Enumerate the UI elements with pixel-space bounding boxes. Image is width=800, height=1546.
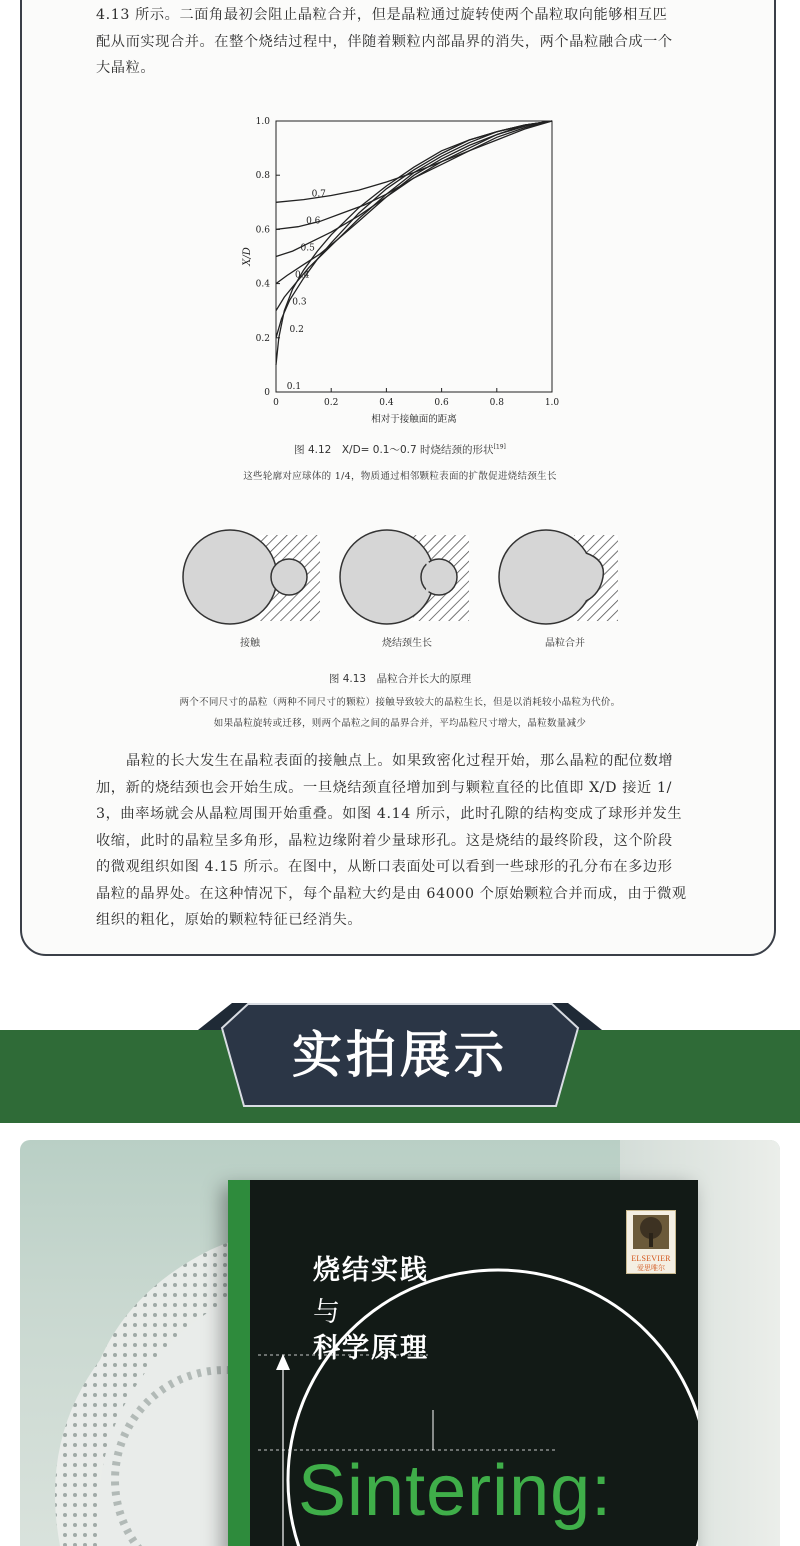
- series-label: 0.4: [295, 270, 310, 281]
- y-tick-label: 1.0: [255, 117, 270, 127]
- x-tick-label: 0.2: [324, 398, 339, 408]
- y-tick-label: 0.4: [255, 279, 270, 290]
- series-label: 0.1: [286, 381, 302, 392]
- series-label: 0.6: [306, 216, 321, 227]
- figure-4-13-caption: 图 4.13 晶粒合并长大的原理: [328, 673, 472, 685]
- text-line: 4.13 所示。二面角最初会阻止晶粒合并，但是晶粒通过旋转使两个晶粒取向能够相互匹: [96, 7, 668, 23]
- cover-title-line-3: 科学原理: [313, 1333, 429, 1364]
- text-line: 3，曲率场就会从晶粒周围开始重叠。如图 4.14 所示，此时孔隙的结构变成了球形并发生: [96, 806, 683, 822]
- cover-title-line-2: 与: [313, 1297, 342, 1328]
- figure-4-12-caption-text: 图 4.12 X/D= 0.1～0.7 时烧结颈的形状: [294, 444, 494, 456]
- x-tick-label: 0.4: [379, 398, 394, 408]
- series-label: 0.7: [311, 189, 326, 200]
- label-grain-merge: 晶粒合并: [545, 638, 585, 649]
- label-neck-growth: 烧结颈生长: [382, 638, 432, 649]
- cover-title-line-1: 烧结实践: [313, 1255, 429, 1286]
- book-photo: [20, 1140, 780, 1546]
- x-tick-label: 0.8: [489, 398, 504, 408]
- series-label: 0.5: [300, 243, 315, 254]
- text-line: 晶粒的晶界处。在这种情况下，每个晶粒大约是由 64000 个原始颗粒合并而成，由于微观: [96, 885, 687, 902]
- x-tick-label: 0: [273, 398, 279, 408]
- x-axis-label: 相对于接触面的距离: [371, 414, 457, 425]
- text-line: 组织的粗化，原始的颗粒特征已经消失。: [96, 912, 363, 928]
- y-tick-label: 0.2: [255, 333, 270, 344]
- y-tick-label: 0.6: [255, 225, 270, 236]
- text-line: 加，新的烧结颈也会开始生成。一旦烧结颈直径增加到与颗粒直径的比值即 X/D 接近 1/: [96, 779, 672, 796]
- figure-4-13-subcaption-2: 如果晶粒旋转或迁移，则两个晶粒之间的晶界合并，平均晶粒尺寸增大，晶粒数量减少: [213, 718, 587, 729]
- text-line: 收缩，此时的晶粒呈多角形，晶粒边缘附着少量球形孔。这是烧结的最终阶段，这个阶段: [96, 832, 673, 849]
- book-cover: [228, 1180, 698, 1546]
- x-tick-label: 0.6: [434, 398, 449, 408]
- text-line: 大晶粒。: [96, 60, 156, 76]
- label-contact: 接触: [240, 638, 260, 649]
- cover-english-title: Sintering:: [298, 1451, 613, 1531]
- elsevier-logo: [626, 1210, 676, 1274]
- elsevier-tree-icon: [633, 1215, 669, 1249]
- publisher-cn-name: 爱思唯尔: [637, 1264, 665, 1272]
- figure-4-12-reference: [19]: [493, 443, 506, 451]
- figure-4-12-subcaption: 这些轮廓对应球体的 1/4，物质通过相邻颗粒表面的扩散促进烧结颈生长: [243, 471, 557, 482]
- figure-4-13-subcaption-1: 两个不同尺寸的晶粒（两种不同尺寸的颗粒）接触导致较大的晶粒生长，但是以消耗较小晶粒为代价。: [179, 697, 621, 708]
- y-tick-label: 0.8: [255, 171, 270, 182]
- series-label: 0.3: [292, 297, 307, 308]
- text-line: 配从而实现合并。在整个烧结过程中，伴随着颗粒内部晶界的消失，两个晶粒融合成一个: [96, 33, 673, 50]
- y-axis-label: X/D: [242, 247, 253, 266]
- publisher-name: ELSEVIER: [631, 1254, 671, 1263]
- text-line: 的微观组织如图 4.15 所示。在图中，从断口表面处可以看到一些球形的孔分布在多边形: [96, 859, 673, 875]
- section-title: 实拍展示: [292, 1026, 508, 1084]
- y-tick-label: 0: [264, 388, 270, 398]
- x-tick-label: 1.0: [544, 398, 560, 408]
- text-line: 晶粒的长大发生在晶粒表面的接触点上。如果致密化过程开始，那么晶粒的配位数增: [126, 753, 674, 769]
- series-label: 0.2: [289, 324, 304, 335]
